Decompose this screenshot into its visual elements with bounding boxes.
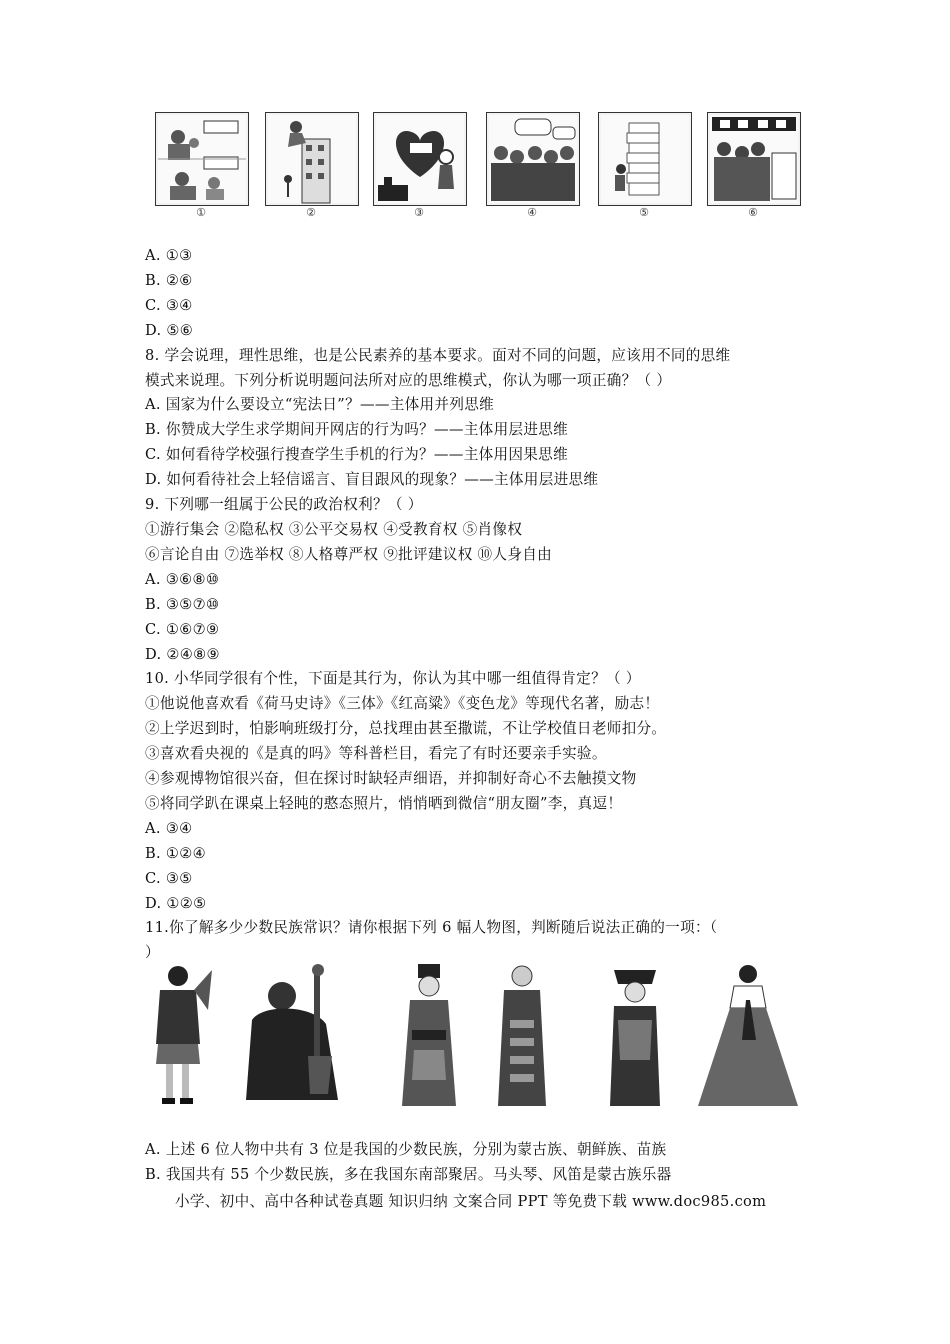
- cartoon-label: ③: [414, 206, 424, 219]
- cartoon-label: ②: [306, 206, 316, 219]
- q10-option-c: C. ③⑤: [145, 869, 193, 887]
- q9-stem: 9. 下列哪一组属于公民的政治权利？（ ）: [145, 496, 423, 514]
- q8-stem-line-1: 8. 学会说理，理性思维，也是公民素养的基本要求。面对不同的问题，应该用不同的思维: [145, 346, 731, 364]
- q10-option-b: B. ①②④: [145, 844, 207, 862]
- page-footer: 小学、初中、高中各种试卷真题 知识归纳 文案合同 PPT 等免费下载 www.doc985.com: [175, 1193, 767, 1210]
- miao-woman-icon: [600, 960, 670, 1108]
- building-climber-cartoon-icon: [265, 112, 359, 206]
- q11-option-a: A. 上述 6 位人物中共有 3 位是我国的少数民族，分别为蒙古族、朝鲜族、苗族: [145, 1141, 667, 1158]
- ethnic-figures: [140, 960, 810, 1110]
- q11-options: [145, 1138, 813, 1188]
- q8-option-a: A. 国家为什么要设立“宪法日”？——主体用并列思维: [145, 396, 495, 414]
- q10-option-a: A. ③④: [145, 819, 193, 837]
- q7-option-d: D. ⑤⑥: [145, 321, 194, 339]
- crowd-cartoon-icon: [486, 112, 580, 206]
- q8-option-c: C. 如何看待学校强行搜查学生手机的行为？——主体用因果思维: [145, 446, 568, 464]
- job-fair-cartoon-icon: [707, 112, 801, 206]
- cartoon-label: ①: [196, 206, 206, 219]
- q9-items-line-1: ①游行集会 ②隐私权 ③公平交易权 ④受教育权 ⑤肖像权: [145, 520, 523, 538]
- kimono-woman-icon: [394, 960, 464, 1108]
- cartoon-label: ④: [527, 206, 537, 219]
- q9-option-c: C. ①⑥⑦⑨: [145, 620, 220, 638]
- q9-option-a: A. ③⑥⑧⑩: [145, 570, 220, 588]
- morin-khuur-player-icon: [242, 960, 352, 1108]
- q9-option-b: B. ③⑤⑦⑩: [145, 595, 220, 613]
- q11-stem-end: ）: [145, 944, 160, 962]
- q8-stem-line-2: 模式来说理。下列分析说明题问法所对应的思维模式，你认为哪一项正确？（ ）: [145, 371, 672, 389]
- heart-recruit-cartoon-icon: [373, 112, 467, 206]
- q11-option-b: B. 我国共有 55 个少数民族，多在我国东南部聚居。马头琴、风笛是蒙古族乐器: [145, 1165, 672, 1183]
- q11-stem: 11.你了解多少少数民族常识？请你根据下列 6 幅人物图，判断随后说法正确的一项：（: [145, 919, 718, 937]
- q7-option-b: B. ②⑥: [145, 271, 193, 289]
- question-block: [145, 244, 813, 966]
- q10-stem: 10. 小华同学很有个性，下面是其行为，你认为其中哪一组值得肯定？（ ）: [145, 670, 641, 688]
- cartoon-strip: [140, 112, 810, 220]
- paper-stack-cartoon-icon: [598, 112, 692, 206]
- q9-option-d: D. ②④⑧⑨: [145, 645, 220, 663]
- q10-option-d: D. ①②⑤: [145, 894, 207, 912]
- q10-item-4: ④参观博物馆很兴奋，但在探讨时缺轻声细语，并抑制好奇心不去触摸文物: [145, 770, 637, 788]
- q8-option-b: B. 你赞成大学生求学期间开网店的行为吗？——主体用层进思维: [145, 421, 569, 439]
- hanbok-woman-icon: [696, 960, 800, 1108]
- q9-items-line-2: ⑥言论自由 ⑦选举权 ⑧人格尊严权 ⑨批评建议权 ⑩人身自由: [145, 545, 552, 563]
- vote-meeting-cartoon-icon: [155, 112, 249, 206]
- q8-option-d: D. 如何看待社会上轻信谣言、盲目跟风的现象？——主体用层进思维: [145, 471, 599, 489]
- tibetan-woman-icon: [490, 960, 554, 1108]
- q7-option-a: A. ①③: [145, 247, 193, 264]
- q7-option-c: C. ③④: [145, 296, 193, 314]
- cartoon-label: ⑤: [639, 206, 649, 219]
- q10-item-1: ①他说他喜欢看《荷马史诗》《三体》《红高粱》《变色龙》等现代名著，励志！: [145, 695, 660, 713]
- q10-item-2: ②上学迟到时，怕影响班级打分，总找理由甚至撒谎，不让学校值日老师扣分。: [145, 720, 667, 738]
- bagpipe-player-icon: [142, 960, 214, 1108]
- cartoon-label: ⑥: [748, 206, 758, 219]
- q10-item-3: ③喜欢看央视的《是真的吗》等科普栏目，看完了有时还要亲手实验。: [145, 745, 607, 763]
- q10-item-5: ⑤将同学趴在课桌上轻盹的憨态照片，悄悄晒到微信“朋友圈”李，真逗！: [145, 794, 623, 812]
